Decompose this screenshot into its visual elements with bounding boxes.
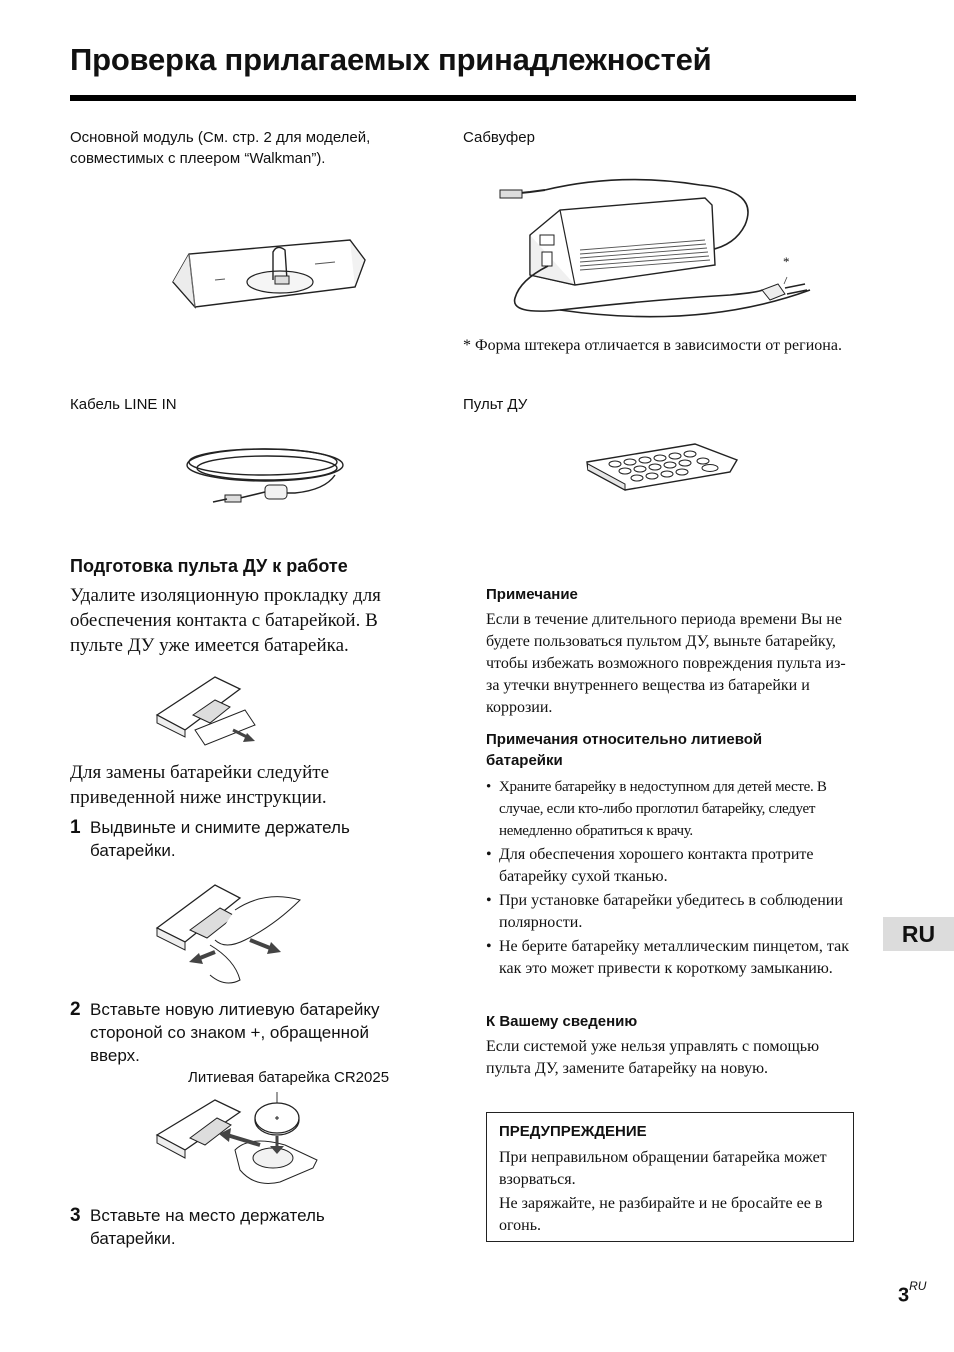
replace-intro: Для замены батарейки следуйте приведенной ниже инструкции.: [70, 762, 330, 808]
remote-control-illustration: [585, 440, 745, 495]
step-1-number: 1: [70, 817, 81, 838]
step-2: [70, 998, 420, 1067]
warning-line-1: При неправильном обращении батарейка может взорваться.: [499, 1149, 827, 1188]
language-tab: RU: [883, 917, 954, 951]
step-3: [70, 1204, 410, 1250]
lithium-bullet-3: • При установке батарейки убедитесь в соблюдении полярности.: [486, 890, 858, 934]
main-unit-caption: Основной модуль (См. стр. 2 для моделей, совместимых с плеером “Walkman”).: [70, 129, 371, 167]
lithium-bullets: [486, 776, 858, 982]
subwoofer-caption: Сабвуфер: [463, 129, 535, 146]
remote-caption: Пульт ДУ: [463, 396, 528, 413]
line-in-cable-illustration: [185, 435, 350, 515]
subwoofer-illustration: [500, 180, 820, 320]
title-rule: [70, 95, 856, 101]
page-number-value: 3: [898, 1284, 910, 1307]
step-2-text: Вставьте новую литиевую батарейку стороной со знаком +, обращенной вверх.: [90, 1000, 380, 1065]
warning-box: [486, 1112, 854, 1242]
prep-intro: Удалите изоляционную прокладку для обеспечения контакта с батарейкой. В пульте ДУ уже имеется батарейка.: [70, 585, 381, 656]
note-text: Если в течение длительного периода времени Вы не будете пользоваться пультом ДУ, выньте батарейку, чтобы избежать возможного повреждения пульта из-за утечки внутреннего вещества из батарейки и коррозии.: [486, 611, 846, 716]
lithium-bullet-2: • Для обеспечения хорошего контакта протрите батарейку сухой тканью.: [486, 844, 858, 888]
prep-heading: Подготовка пульта ДУ к работе: [70, 556, 348, 576]
step-1: [70, 816, 410, 862]
page-title: Проверка прилагаемых принадлежностей: [70, 42, 712, 77]
page-number: [898, 1279, 927, 1308]
step-3-number: 3: [70, 1205, 81, 1226]
step-3-text: Вставьте на место держатель батарейки.: [90, 1206, 325, 1248]
slide-out-battery-holder-illustration: [155, 880, 305, 990]
lithium-bullet-4: • Не берите батарейку металлическим пинцетом, так как это может привести к короткому замыканию.: [486, 936, 858, 980]
remove-insulation-sheet-illustration: [155, 675, 260, 750]
note-heading: Примечание: [486, 586, 578, 603]
plug-asterisk: *: [783, 254, 790, 269]
lithium-heading: Примечания относительно литиевой батарейки: [486, 731, 763, 769]
lithium-bullet-1: • Храните батарейку в недоступном для детей месте. В случае, если кто-либо проглотил батарейку, следует немедленно обратиться к врачу.: [486, 776, 858, 842]
insert-battery-illustration: [155, 1090, 325, 1195]
info-heading: К Вашему сведению: [486, 1013, 638, 1030]
step-2-number: 2: [70, 999, 81, 1020]
warning-line-2: Не заряжайте, не разбирайте и не бросайте ее в огонь.: [499, 1195, 823, 1234]
line-in-caption: Кабель LINE IN: [70, 396, 177, 413]
warning-heading: ПРЕДУПРЕЖДЕНИЕ: [499, 1123, 647, 1140]
speaker-dock-illustration: [165, 232, 370, 312]
battery-label: Литиевая батарейка CR2025: [188, 1069, 390, 1086]
plug-shape-note: * Форма штекера отличается в зависимости от региона.: [463, 337, 842, 354]
step-1-text: Выдвиньте и снимите держатель батарейки.: [90, 818, 350, 860]
page-number-suffix: RU: [909, 1279, 927, 1293]
info-text: Если системой уже нельзя управлять с помощью пульта ДУ, замените батарейку на новую.: [486, 1038, 820, 1077]
